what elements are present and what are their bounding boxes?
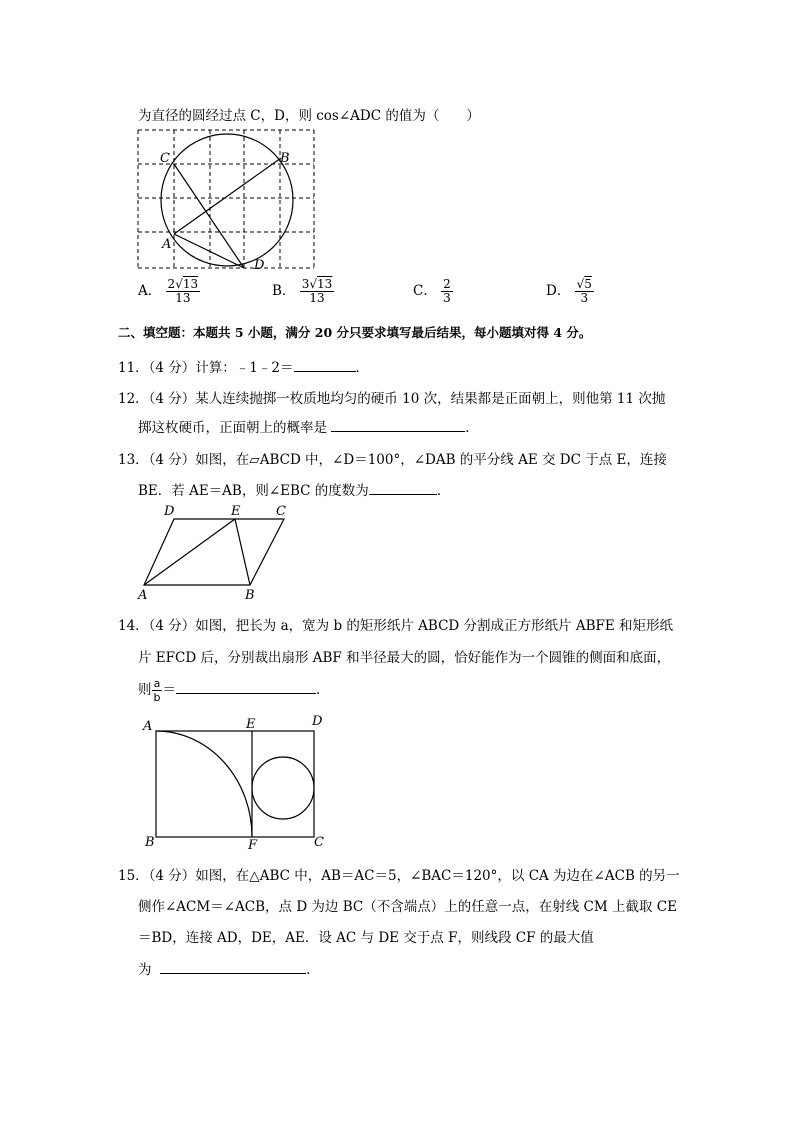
- q10-option-c: C． $\frac{2}{3}$: [413, 277, 451, 305]
- option-letter: A．: [138, 283, 162, 299]
- q12-line1: 12．（4 分）某人连续抛掷一枚质地均匀的硬币 10 次，结果都是正面朝上，则他第 11 次抛: [118, 391, 666, 407]
- q13-line1: 13．（4 分）如图，在▱ABCD 中，∠D＝100°，∠DAB 的平分线 AE 交 DC 于点 E，连接: [118, 452, 667, 468]
- answer-blank[interactable]: [369, 482, 437, 495]
- q14-label-b: B: [145, 835, 155, 850]
- q13-label-e: E: [231, 504, 241, 519]
- q13-label-d: D: [164, 504, 175, 519]
- q14-label-e: E: [246, 717, 256, 732]
- q14-line1: 14．（4 分）如图，把长为 a，宽为 b 的矩形纸片 ABCD 分割成正方形纸片 ABFE 和矩形纸: [118, 618, 674, 634]
- q13-line2: BE．若 AE＝AB，则∠EBC 的度数为 ．: [138, 483, 451, 499]
- q10-circle-grid-figure: [136, 128, 316, 273]
- q14-label-a: A: [143, 719, 153, 734]
- q14-label-c: C: [314, 835, 324, 850]
- q15-line1: 15．（4 分）如图，在△ABC 中，AB＝AC＝5，∠BAC＝120°，以 CA 为边在∠ACB 的另一: [118, 868, 680, 884]
- q10-stem: 为直径的圆经过点 C，D，则 cos∠ADC 的值为（ ）: [138, 108, 480, 124]
- q10-option-a: A． $\frac{2√13}{13}$: [138, 277, 199, 305]
- q10-label-a: A: [162, 237, 172, 252]
- q14-label-f: F: [248, 838, 258, 852]
- q12-line2: 掷这枚硬币，正面朝上的概率是 ．: [138, 420, 479, 436]
- q13-label-c: C: [276, 504, 286, 519]
- q15-line2: 侧作∠ACM＝∠ACB，点 D 为边 BC（不含端点）上的任意一点，在射线 CM 上截取 CE: [138, 899, 677, 915]
- section-2-header: 二、填空题：本题共 5 小题，满分 20 分只要求填写最后结果，每小题填对得 4 分。: [118, 325, 592, 340]
- q14-label-d: D: [312, 714, 323, 729]
- q10-option-b: B． $\frac{3√13}{13}$: [272, 277, 333, 305]
- answer-blank[interactable]: [294, 359, 356, 372]
- q10-label-d: D: [254, 258, 265, 273]
- q14-rectangle-figure: [140, 712, 330, 852]
- q11: 11．（4 分）计算：﹣1﹣2＝ ．: [118, 360, 369, 376]
- q13-parallelogram-figure: [136, 502, 296, 602]
- answer-blank[interactable]: [160, 961, 306, 974]
- q10-option-d: D． $\frac{√5}{3}$: [546, 277, 592, 305]
- q10-label-b: B: [280, 151, 290, 166]
- q14-line2: 片 EFCD 后，分别裁出扇形 ABF 和半径最大的圆，恰好能作为一个圆锥的侧面和底面，: [138, 650, 671, 666]
- option-letter: D．: [546, 283, 571, 299]
- q13-label-a: A: [138, 588, 148, 602]
- option-letter: C．: [413, 283, 437, 299]
- option-letter: B．: [272, 283, 296, 299]
- q13-label-b: B: [245, 588, 255, 602]
- q14-line3: 则 $\frac{a}{b}$ ＝ ．: [138, 677, 330, 704]
- q15-line3: ＝BD，连接 AD，DE，AE．设 AC 与 DE 交于点 F，则线段 CF 的最大值: [138, 930, 594, 946]
- q10-label-c: C: [160, 151, 170, 166]
- answer-blank[interactable]: [331, 419, 465, 432]
- q15-line4: 为 ．: [138, 962, 320, 978]
- answer-blank[interactable]: [176, 681, 316, 694]
